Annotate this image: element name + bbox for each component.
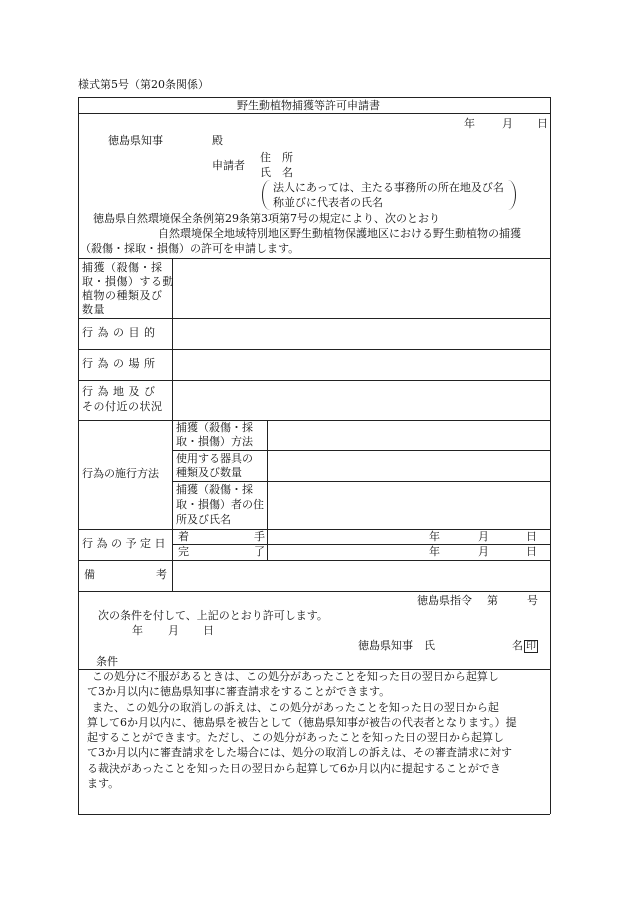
notice-line-3: また、この処分の取消しの訴えは、この処分があったことを知った日の翌日から起 xyxy=(92,701,499,714)
paren-right xyxy=(507,180,516,210)
corporate-note-2: 称並びに代表者の氏名 xyxy=(273,196,383,209)
honorific: 殿 xyxy=(212,134,223,147)
permit-governor: 徳島県知事 氏 xyxy=(358,639,435,652)
seal-mark: 印 xyxy=(526,641,536,652)
notice-line-2: て3か月以内に徳島県知事に審査請求をすることができます。 xyxy=(87,685,391,698)
conditions-label: 条件 xyxy=(96,655,118,668)
permit-number-suffix: 号 xyxy=(527,594,538,607)
place-label: 行 為 の 場 所 xyxy=(82,357,156,370)
date-year: 年 xyxy=(464,117,475,130)
schedule-label: 行 為 の 予 定 日 xyxy=(82,537,166,550)
method-sub-3a: 捕獲（殺傷・採 xyxy=(176,483,253,496)
method-sub-3b: 取・損傷）者の住 xyxy=(176,498,264,511)
end-label-a: 完 xyxy=(178,545,189,558)
start-label-a: 着 xyxy=(178,530,189,543)
permit-month: 月 xyxy=(168,624,179,637)
area-label-2: その付近の状況 xyxy=(82,400,163,413)
date-day: 日 xyxy=(537,117,548,130)
notice-line-6: て3か月以内に審査請求をした場合には、処分の取消しの訴えは、その審査請求に対す xyxy=(87,746,512,759)
species-label-2: 取・損傷）する動 xyxy=(82,275,174,288)
start-day: 日 xyxy=(526,530,537,543)
start-year: 年 xyxy=(429,530,440,543)
start-label-b: 手 xyxy=(254,530,265,543)
remarks-label-b: 考 xyxy=(156,568,167,581)
method-sub-1b: 取・損傷）方法 xyxy=(176,435,253,448)
end-day: 日 xyxy=(526,545,537,558)
permit-day: 日 xyxy=(203,624,214,637)
species-label-4: 数量 xyxy=(82,303,105,316)
method-sub-3c: 所及び氏名 xyxy=(176,513,231,526)
notice-line-8: ます。 xyxy=(87,777,120,790)
paren-left xyxy=(262,180,271,210)
area-label-1: 行 為 地 及 び xyxy=(82,385,156,398)
purpose-label: 行 為 の 目 的 xyxy=(82,326,156,339)
date-month: 月 xyxy=(502,117,513,130)
method-sub-1a: 捕獲（殺傷・採 xyxy=(176,421,253,434)
statement-line-3: （殺傷・採取・損傷）の許可を申請します。 xyxy=(80,242,300,255)
remarks-label-a: 備 xyxy=(84,568,95,581)
statement-line-1: 徳島県自然環境保全条例第29条第3項第7号の規定により、次のとおり xyxy=(93,212,440,225)
notice-line-4: 算して6か月以内に、徳島県を被告として（徳島県知事が被告の代表者となります。）提 xyxy=(87,716,517,729)
species-label-1: 捕獲（殺傷・採 xyxy=(82,261,163,274)
method-label: 行為の施行方法 xyxy=(82,467,159,480)
notice-line-1: この処分に不服があるときは、この処分があったことを知った日の翌日から起算し xyxy=(92,670,499,683)
corporate-note-1: 法人にあっては、主たる事務所の所在地及び名 xyxy=(273,181,504,194)
end-month: 月 xyxy=(478,545,489,558)
addressee: 徳島県知事 xyxy=(108,134,163,147)
end-label-b: 了 xyxy=(254,545,265,558)
form-title: 野生動植物捕獲等許可申請書 xyxy=(237,99,380,112)
permit-number-label: 第 xyxy=(487,594,498,607)
notice-line-7: る裁決があったことを知った日の翌日から起算して6か月以内に提起することができ xyxy=(87,762,501,775)
permit-designation: 徳島県指令 xyxy=(417,594,472,607)
form-number: 様式第5号（第20条関係） xyxy=(78,78,209,91)
method-sub-2a: 使用する器具の xyxy=(176,452,253,465)
permit-name-seal xyxy=(512,639,538,654)
notice-line-5: 起することができます。ただし、この処分があったことを知った日の翌日から起算し xyxy=(87,731,505,744)
applicant-label: 申請者 xyxy=(212,159,245,172)
start-month: 月 xyxy=(478,530,489,543)
permit-name-char: 名 xyxy=(512,639,523,652)
method-sub-2b: 種類及び数量 xyxy=(176,466,242,479)
species-label-3: 植物の種類及び xyxy=(82,289,163,302)
statement-line-2: 自然環境保全地域特別地区野生動植物保護地区における野生動植物の捕獲 xyxy=(158,227,521,240)
address-label: 住 所 xyxy=(260,151,293,164)
end-year: 年 xyxy=(429,545,440,558)
permit-statement: 次の条件を付して、上記のとおり許可します。 xyxy=(98,609,328,622)
permit-year: 年 xyxy=(132,624,143,637)
name-label: 氏 名 xyxy=(260,166,293,179)
